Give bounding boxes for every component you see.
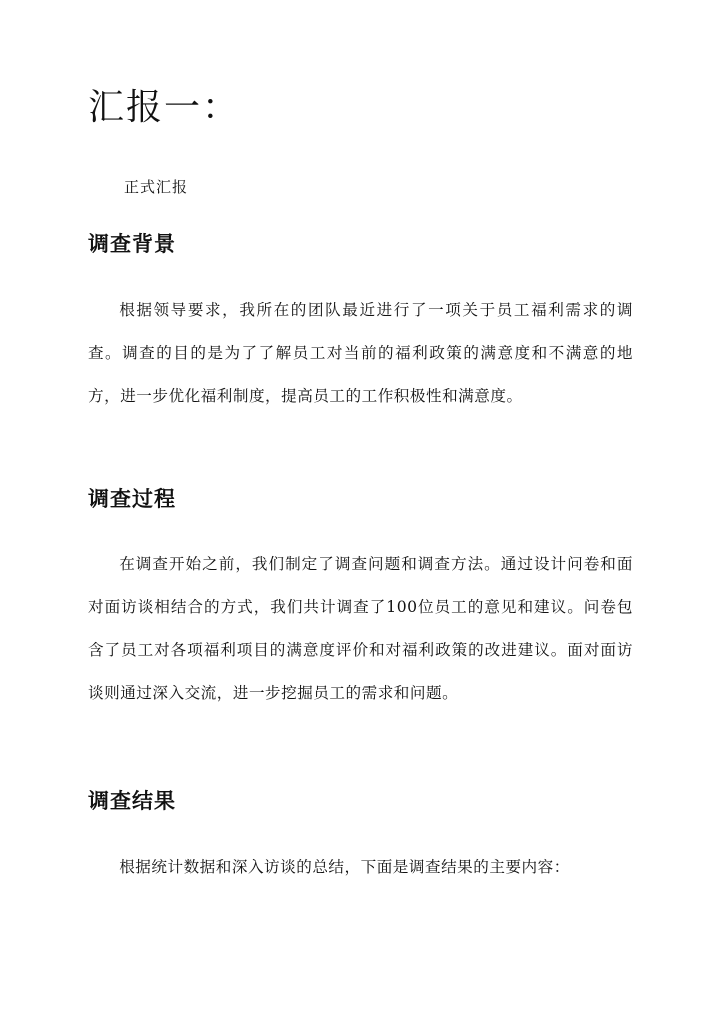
section-heading-process: 调查过程: [88, 486, 176, 511]
section-body-background: 根据领导要求，我所在的团队最近进行了一项关于员工福利需求的调查。调查的目的是为了了解员工对当前的福利政策的满意度和不满意的地方，进一步优化福利制度，提高员工的工作积极性和满意度。: [88, 301, 633, 405]
section-body-process: 在调查开始之前，我们制定了调查问题和调查方法。通过设计问卷和面对面访谈相结合的方式，我们共计调查了100位员工的意见和建议。问卷包含了员工对各项福利项目的满意度评价和对福利政策的改进建议。面对面访谈则通过深入交流，进一步挖掘员工的需求和问题。: [88, 555, 633, 702]
document-title: 汇报一：: [88, 87, 241, 128]
section-heading-results: 调查结果: [88, 788, 176, 813]
section-body-results: 根据统计数据和深入访谈的总结，下面是调查结果的主要内容：: [119, 858, 570, 876]
document-subtitle: 正式汇报: [124, 178, 189, 196]
section-heading-background: 调查背景: [88, 231, 176, 256]
